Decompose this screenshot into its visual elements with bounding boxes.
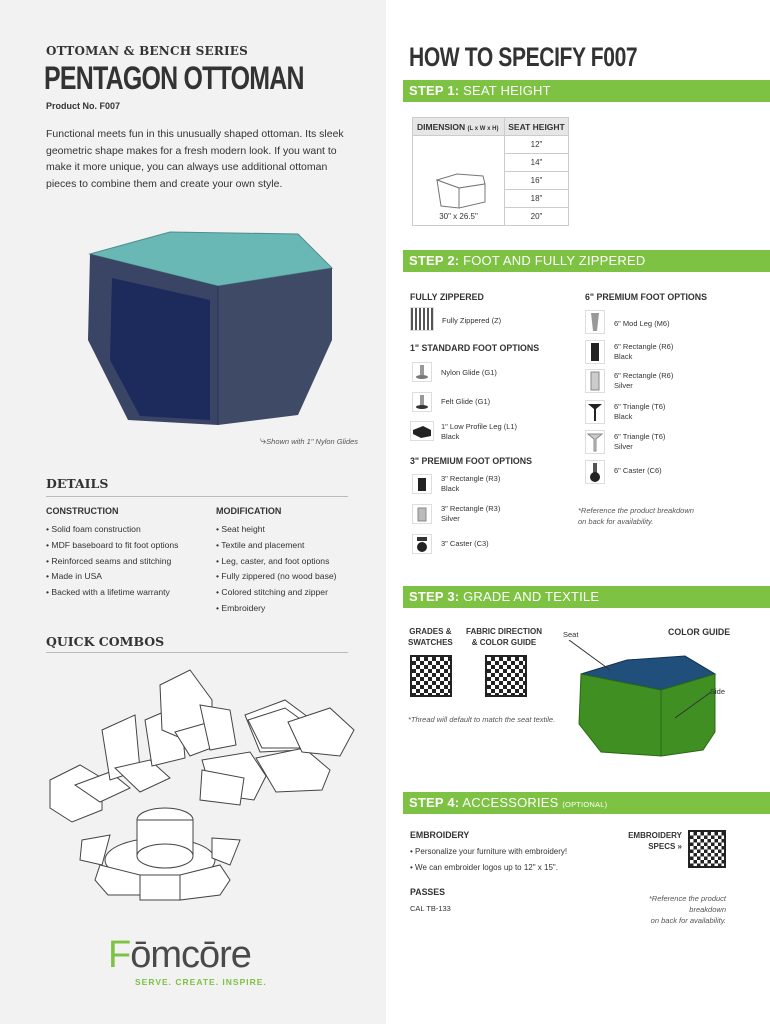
foot-option[interactable]: 6" Rectangle (R6) Black (614, 342, 674, 361)
step4-bar: STEP 4: ACCESSORIES (OPTIONAL) (403, 792, 770, 814)
caster-thumb (412, 534, 432, 554)
grades-qr-code[interactable] (410, 655, 452, 697)
construction-list (46, 522, 178, 601)
modification-list (216, 522, 337, 617)
seat-height-table (412, 117, 569, 226)
foot-option[interactable]: 6" Caster (C6) (614, 466, 662, 475)
grades-heading: GRADES & SWATCHES (408, 627, 453, 647)
step4-note: *Reference the product breakdown on back for availability. (648, 894, 726, 925)
foot-option[interactable]: 6" Triangle (T6) Silver (614, 432, 666, 451)
height-option[interactable]: 14" (505, 154, 569, 172)
color-guide-diagram (565, 640, 735, 766)
rectangle-silver-thumb (412, 504, 432, 524)
divider (46, 652, 348, 653)
quick-combos-heading: QUICK COMBOS (46, 634, 165, 649)
foot-option[interactable]: 1" Low Profile Leg (L1) Black (441, 422, 518, 441)
standard-foot-heading: 1" STANDARD FOOT OPTIONS (410, 343, 540, 353)
caster6-thumb (585, 460, 605, 484)
foot-option[interactable]: 3" Rectangle (R3) Black (441, 474, 501, 493)
foot-option[interactable]: Felt Glide (G1) (441, 397, 491, 406)
seat-label: Seat (563, 630, 579, 639)
hero-caption: ⤷Shown with 1" Nylon Glides (260, 435, 359, 447)
premium-6in-heading: 6" PREMIUM FOOT OPTIONS (585, 292, 707, 302)
zipper-thumb (410, 307, 434, 331)
list-item: • Backed with a lifetime warranty (46, 585, 178, 601)
triangle-black-thumb (585, 400, 605, 424)
triangle-silver-thumb (585, 430, 605, 454)
rectangle-black-thumb (412, 474, 432, 494)
rect6-silver-thumb (585, 369, 605, 393)
modification-heading: MODIFICATION (216, 506, 282, 516)
list-item: • Textile and placement (216, 538, 337, 554)
list-item: • Leg, caster, and foot options (216, 554, 337, 570)
felt-glide-thumb (412, 392, 432, 412)
divider (46, 496, 348, 497)
list-item: • Seat height (216, 522, 337, 538)
low-profile-leg-thumb (410, 421, 434, 441)
fomcore-logo: Fōmcōre (108, 934, 251, 976)
list-item: • Colored stitching and zipper (216, 585, 337, 601)
construction-heading: CONSTRUCTION (46, 506, 119, 516)
nylon-glide-thumb (412, 362, 432, 382)
details-heading: DETAILS (46, 476, 109, 491)
ottoman-outline-icon (429, 168, 489, 212)
premium-3in-heading: 3" PREMIUM FOOT OPTIONS (410, 456, 532, 466)
tagline: SERVE. CREATE. INSPIRE. (135, 977, 267, 987)
list-item: • We can embroider logos up to 12" x 15". (410, 860, 567, 876)
foot-option[interactable]: 3" Caster (C3) (441, 539, 489, 548)
height-option[interactable]: 12" (505, 136, 569, 154)
step2-note: *Reference the product breakdown on back for availability. (578, 506, 694, 526)
embroidery-specs-link[interactable]: EMBROIDERY SPECS » (628, 831, 682, 851)
fully-zippered-heading: FULLY ZIPPERED (410, 292, 484, 302)
height-option[interactable]: 18" (505, 190, 569, 208)
dimension-header: DIMENSION (L x W x H) (413, 118, 505, 136)
series-label: OTTOMAN & BENCH SERIES (46, 44, 249, 58)
list-item: • MDF baseboard to fit foot options (46, 538, 178, 554)
quick-combos-illustration (40, 660, 360, 930)
foot-option[interactable]: 3" Rectangle (R3) Silver (441, 504, 501, 523)
foot-option[interactable]: Nylon Glide (G1) (441, 368, 497, 377)
list-item: • Made in USA (46, 569, 178, 585)
list-item: • Reinforced seams and stitching (46, 554, 178, 570)
color-guide-heading: COLOR GUIDE (668, 627, 731, 637)
list-item: • Embroidery (216, 601, 337, 617)
foot-option[interactable]: 6" Mod Leg (M6) (614, 319, 670, 328)
product-number: Product No. F007 (46, 101, 121, 111)
rect6-black-thumb (585, 340, 605, 364)
embroidery-heading: EMBROIDERY (410, 830, 470, 840)
passes-heading: PASSES (410, 887, 446, 897)
height-option[interactable]: 16" (505, 172, 569, 190)
step3-bar: STEP 3: GRADE AND TEXTILE (403, 586, 770, 608)
foot-option[interactable]: 6" Rectangle (R6) Silver (614, 371, 674, 390)
seat-height-header: SEAT HEIGHT (505, 118, 569, 136)
fabric-qr-code[interactable] (485, 655, 527, 697)
dimension-cell: 30" x 26.5" (413, 136, 505, 226)
side-label: Side (710, 687, 726, 696)
zipper-option[interactable]: Fully Zippered (Z) (442, 316, 502, 325)
height-option[interactable]: 20" (505, 208, 569, 226)
intro-text: Functional meets fun in this unusually shaped ottoman. Its sleek geometric shape makes for a fresh modern look. If you want to make it more unique, you can always use additional ottoman pieces to combine them and create your own style. (46, 128, 344, 190)
foot-option[interactable]: 6" Triangle (T6) Black (614, 402, 666, 421)
list-item: • Personalize your furniture with embroidery! (410, 844, 567, 860)
step2-bar: STEP 2: FOOT AND FULLY ZIPPERED (403, 250, 770, 272)
ottoman-hero-image (70, 220, 370, 435)
page-title: PENTAGON OTTOMAN (44, 60, 304, 96)
specify-title: HOW TO SPECIFY F007 (409, 42, 638, 72)
list-item: • Fully zippered (no wood base) (216, 569, 337, 585)
thread-note: *Thread will default to match the seat textile. (408, 715, 556, 724)
list-item: • Solid foam construction (46, 522, 178, 538)
mod-leg-thumb (585, 310, 605, 334)
embroidery-list (410, 844, 567, 876)
passes-value: CAL TB-133 (410, 904, 451, 913)
fabric-direction-heading: FABRIC DIRECTION & COLOR GUIDE (466, 627, 542, 647)
embroidery-qr-code[interactable] (688, 830, 726, 868)
step1-bar: STEP 1: SEAT HEIGHT (403, 80, 770, 102)
